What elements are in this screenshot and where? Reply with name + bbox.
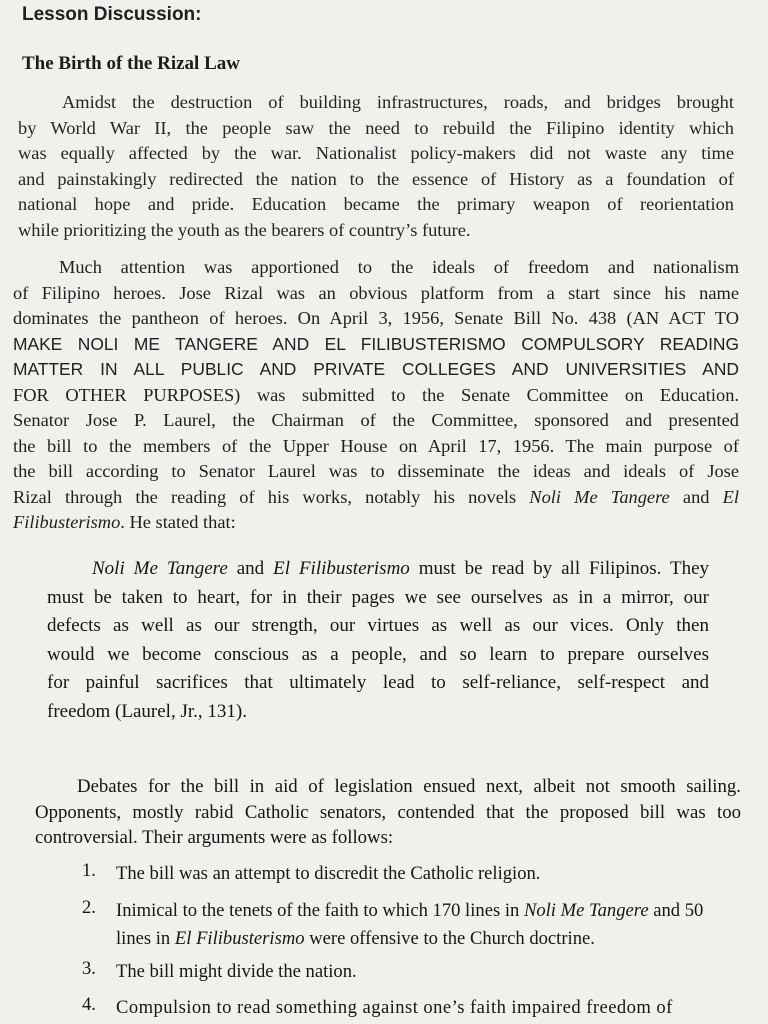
paragraph-line: was equally affected by the war. Nationalist policy-makers did not waste any time: [18, 143, 734, 163]
list-text: The bill was an attempt to discredit the Catholic religion.: [116, 863, 541, 884]
novel-title-el: El: [722, 486, 739, 507]
list-number: 4.: [82, 994, 96, 1015]
paragraph-line: and painstakingly redirected the nation to the essence of History as a foundation of: [18, 168, 734, 189]
conjunction: and: [236, 558, 265, 579]
conjunction: and: [682, 486, 710, 507]
list-item: [82, 897, 746, 955]
list-number: 3.: [82, 958, 96, 979]
paragraph-line: controversial. Their arguments were as follows:: [35, 827, 394, 848]
list-item: [82, 994, 746, 1024]
paragraph-line-mixed: [13, 485, 739, 511]
paragraph-line-final: [13, 510, 739, 536]
list-text-part: Inimical to the tenets of the faith to which 170 lines in: [116, 900, 524, 921]
novel-title-fili: Filibusterismo: [13, 512, 121, 532]
novel-title-noli: Noli Me Tangere: [529, 486, 670, 507]
novel-title-fili: Filibusterismo: [196, 928, 305, 949]
list-text-part: lines in: [116, 928, 175, 949]
novel-title-fili: Filibusterismo: [298, 558, 410, 579]
paragraph-2: [13, 255, 739, 536]
paragraph-line: Senator Jose P. Laurel, the Chairman of the Committee, sponsored and presented: [13, 410, 739, 430]
paragraph-line: MATTER IN ALL PUBLIC AND PRIVATE COLLEGES AND UNIVERSITIES AND: [13, 359, 739, 379]
section-title: The Birth of the Rizal Law: [22, 53, 240, 74]
paragraph-line: dominates the pantheon of heroes. On April 3, 1956, Senate Bill No. 438 (AN ACT TO: [13, 308, 739, 328]
novel-title-el: El: [174, 928, 192, 949]
quote-line: must be taken to heart, for in their pages we see ourselves as in a mirror, our: [47, 586, 709, 608]
block-quote: [47, 555, 709, 726]
quote-line: [47, 555, 709, 584]
paragraph-1: [18, 90, 734, 243]
list-item: [82, 860, 742, 890]
paragraph-line: MAKE NOLI ME TANGERE AND EL FILIBUSTERISMO COMPULSORY READING: [13, 333, 739, 354]
quote-line: defects as well as our strength, our virtues as well as our vices. Only then: [47, 615, 709, 636]
novel-title-noli: Noli Me Tangere: [92, 558, 228, 579]
list-text-part: were offensive to the Church doctrine.: [304, 928, 595, 949]
list-number: 2.: [82, 897, 96, 918]
paragraph-line: while prioritizing the youth as the bearers of country’s future.: [18, 219, 471, 240]
paragraph-line: Much attention was apportioned to the ideals of freedom and nationalism: [59, 257, 739, 277]
list-number: 1.: [82, 860, 96, 881]
paragraph-line: by World War II, the people saw the need to rebuild the Filipino identity which: [18, 117, 734, 138]
list-text-line2: [116, 925, 595, 953]
quote-line: for painful sacrifices that ultimately lead to self-reliance, self-respect and: [47, 672, 709, 693]
novel-title-noli: Noli Me Tangere: [523, 900, 649, 921]
list-text: [116, 897, 744, 925]
paragraph-line: the bill according to Senator Laurel was to disseminate the ideas and ideals of Jose: [13, 461, 739, 481]
quote-line: would we become conscious as a people, and so learn to prepare ourselves: [47, 643, 709, 665]
lesson-heading: Lesson Discussion:: [22, 4, 202, 25]
list-text: The bill might divide the nation.: [116, 961, 357, 982]
list-text-part: and 50: [648, 900, 704, 921]
quote-line: freedom (Laurel, Jr., 131).: [47, 700, 247, 722]
list-text: Compulsion to read something against one’s faith impaired freedom of: [116, 997, 673, 1018]
paragraph-line: Opponents, mostly rabid Catholic senators, contended that the proposed bill was too: [35, 801, 741, 823]
paragraph-line: Amidst the destruction of building infrastructures, roads, and bridges brought: [62, 92, 734, 112]
stated-text: . He stated that:: [120, 512, 236, 532]
paragraph-3: [35, 774, 741, 851]
paragraph-line-text: Rizal through the reading of his works, notably his novels: [13, 486, 517, 507]
paragraph-line: of Filipino heroes. Jose Rizal was an obvious platform from a start since his name: [13, 282, 739, 303]
quote-text: must be read by all Filipinos. They: [409, 558, 710, 579]
paragraph-line: FOR OTHER PURPOSES) was submitted to the Senate Committee on Education.: [13, 384, 739, 405]
paragraph-line: the bill to the members of the Upper House on April 17, 1956. The main purpose of: [13, 435, 739, 456]
list-item: [82, 958, 742, 988]
paragraph-line: Debates for the bill in aid of legislation ensued next, albeit not smooth sailing.: [77, 776, 741, 797]
paragraph-line: national hope and pride. Education became the primary weapon of reorientation: [18, 194, 734, 214]
novel-title-el: El: [273, 558, 290, 579]
